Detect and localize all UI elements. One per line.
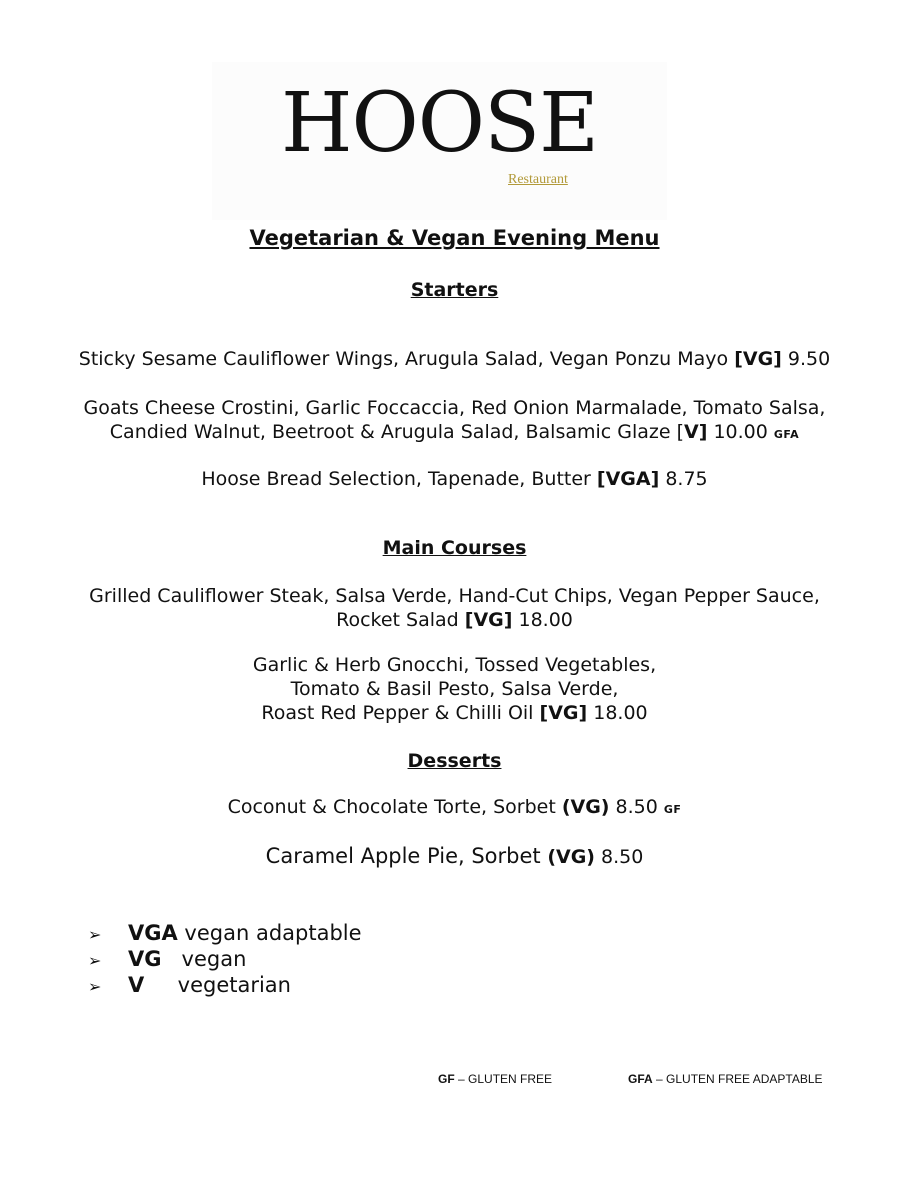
item-price: 10.00	[707, 421, 774, 443]
menu-title: Vegetarian & Vegan Evening Menu	[249, 226, 660, 250]
legend-label: vegetarian	[144, 973, 291, 997]
item-price: 8.75	[659, 468, 708, 490]
item-description: Sticky Sesame Cauliflower Wings, Arugula Salad, Vegan Ponzu Mayo	[78, 348, 735, 370]
legend-label: vegan	[161, 947, 247, 971]
logo-subtitle: Restaurant	[508, 172, 568, 187]
diet-tag: [VG]	[539, 702, 588, 724]
menu-item	[0, 795, 909, 822]
footer-gfa-code: GFA	[628, 1072, 653, 1086]
footer-gf-code: GF	[438, 1072, 455, 1086]
menu-item	[0, 396, 909, 447]
arrow-bullet-icon: ➢	[88, 977, 102, 996]
item-description-line: Roast Red Pepper & Chilli Oil	[261, 702, 540, 724]
footer-gf-label: – GLUTEN FREE	[454, 1072, 553, 1086]
diet-tag: (VG)	[547, 846, 595, 868]
item-description: Caramel Apple Pie, Sorbet	[265, 844, 548, 868]
arrow-bullet-icon: ➢	[88, 925, 102, 944]
diet-tag: V]	[684, 421, 708, 443]
menu-item	[0, 844, 909, 869]
menu-item	[0, 584, 909, 632]
section-title-mains: Main Courses	[382, 537, 527, 559]
item-description-line: Tomato & Basil Pesto, Salsa Verde,	[290, 678, 619, 700]
legend-code: V	[128, 973, 145, 997]
item-price: 8.50	[594, 846, 644, 868]
diet-tag: [VG]	[734, 348, 782, 370]
item-description: Coconut & Chocolate Torte, Sorbet	[227, 796, 562, 818]
item-description-line: Goats Cheese Crostini, Garlic Foccaccia, Red Onion Marmalade, Tomato Salsa,	[83, 397, 826, 419]
menu-item	[0, 653, 909, 725]
diet-tag: [VG]	[464, 609, 513, 631]
legend-label: vegan adaptable	[177, 921, 362, 945]
menu-item	[0, 467, 909, 491]
item-price: 8.50	[609, 796, 664, 818]
diet-tag: [VGA]	[596, 468, 660, 490]
item-description-line: Rocket Salad	[336, 609, 465, 631]
section-title-desserts: Desserts	[407, 750, 502, 772]
legend-item	[88, 972, 291, 1000]
item-description-line: Grilled Cauliflower Steak, Salsa Verde, Hand-Cut Chips, Vegan Pepper Sauce,	[89, 585, 820, 607]
gluten-note: GFA	[773, 428, 800, 441]
footer-gfa-label: – GLUTEN FREE ADAPTABLE	[652, 1072, 823, 1086]
item-price: 9.50	[781, 348, 831, 370]
legend-code: VG	[128, 947, 162, 971]
item-description: Hoose Bread Selection, Tapenade, Butter	[201, 468, 597, 490]
footer-gfa-note	[628, 1072, 823, 1086]
diet-tag: (VG)	[561, 796, 610, 818]
legend-code: VGA	[128, 921, 178, 945]
section-title-starters: Starters	[410, 279, 499, 301]
item-price: 18.00	[512, 609, 573, 631]
legend-item	[88, 946, 246, 974]
item-description-line: Garlic & Herb Gnocchi, Tossed Vegetables,	[252, 654, 657, 676]
logo-name: HOOSE	[281, 76, 598, 171]
legend-item	[88, 920, 362, 948]
gluten-note: GF	[663, 803, 682, 816]
item-price: 18.00	[587, 702, 648, 724]
footer-gf-note	[438, 1072, 552, 1086]
menu-item	[0, 347, 909, 371]
arrow-bullet-icon: ➢	[88, 951, 102, 970]
item-description-line: Candied Walnut, Beetroot & Arugula Salad, Balsamic Glaze [	[109, 421, 685, 443]
logo	[212, 62, 667, 220]
